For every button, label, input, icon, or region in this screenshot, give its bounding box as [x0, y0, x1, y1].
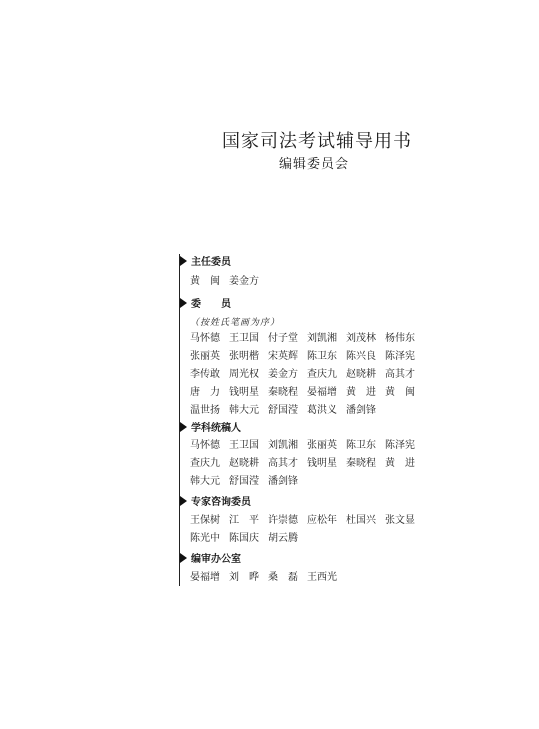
member-name: 王保树	[190, 515, 220, 526]
section-title-label: 委 员	[191, 299, 231, 310]
member-name: 江 平	[229, 515, 259, 526]
member-name: 张丽英	[190, 351, 220, 362]
member-name: 许崇德	[268, 515, 298, 526]
member-name: 杜国兴	[346, 515, 376, 526]
section-title-label: 主任委员	[191, 257, 231, 268]
member-name: 陈光中	[190, 533, 220, 544]
section-title	[180, 553, 241, 567]
section-note: （按姓氏笔画为序）	[190, 318, 281, 328]
member-name: 黄 闽	[190, 276, 220, 287]
section-title-label: 编审办公室	[191, 554, 241, 565]
member-name: 陈泽宪	[385, 351, 415, 362]
member-name: 张明楷	[229, 351, 259, 362]
member-name: 黄 进	[346, 387, 376, 398]
member-name: 王卫国	[229, 333, 259, 344]
member-name: 姜金方	[268, 369, 298, 380]
member-name: 温世扬	[190, 405, 220, 416]
section-title	[180, 422, 241, 436]
member-name: 黄 闽	[385, 387, 415, 398]
book-series-title: 国家司法考试辅导用书	[222, 131, 412, 152]
member-name: 王西光	[307, 572, 337, 583]
member-name: 陈卫东	[346, 440, 376, 451]
committee-roster	[179, 254, 440, 586]
member-name: 陈兴良	[346, 351, 376, 362]
member-name: 潘剑锋	[346, 405, 376, 416]
section-title	[180, 298, 231, 312]
member-name: 高其才	[268, 458, 298, 469]
member-name: 陈国庆	[229, 533, 259, 544]
section-title	[180, 496, 251, 510]
member-name: 马怀德	[190, 440, 220, 451]
triangle-bullet-icon	[180, 256, 187, 266]
member-name: 舒国滢	[268, 405, 298, 416]
member-name: 高其才	[385, 369, 415, 380]
committee-heading: 编辑委员会	[279, 157, 350, 172]
member-name: 秦晓程	[268, 387, 298, 398]
member-name: 胡云腾	[268, 533, 298, 544]
member-name: 韩大元	[229, 405, 259, 416]
member-name: 晏福增	[307, 387, 337, 398]
triangle-bullet-icon	[180, 496, 187, 506]
member-name: 李传敢	[190, 369, 220, 380]
member-name: 韩大元	[190, 476, 220, 487]
member-name: 周光权	[229, 369, 259, 380]
member-name: 潘剑锋	[268, 476, 298, 487]
member-name: 舒国滢	[229, 476, 259, 487]
member-name: 黄 进	[385, 458, 415, 469]
member-name: 刘 晔	[229, 572, 259, 583]
member-name: 查庆九	[307, 369, 337, 380]
member-name: 姜金方	[229, 276, 259, 287]
member-name: 应松年	[307, 515, 337, 526]
triangle-bullet-icon	[180, 422, 187, 432]
member-name: 杨伟东	[385, 333, 415, 344]
member-name: 张文显	[385, 515, 415, 526]
member-name: 陈泽宪	[385, 440, 415, 451]
member-name: 钱明星	[307, 458, 337, 469]
member-name: 钱明星	[229, 387, 259, 398]
member-name: 宋英辉	[268, 351, 298, 362]
triangle-bullet-icon	[180, 298, 187, 308]
section-title	[180, 256, 231, 270]
member-name: 赵晓耕	[346, 369, 376, 380]
member-name: 马怀德	[190, 333, 220, 344]
member-name: 刘凯湘	[307, 333, 337, 344]
member-name: 查庆九	[190, 458, 220, 469]
member-name: 张丽英	[307, 440, 337, 451]
member-name: 秦晓程	[346, 458, 376, 469]
member-name: 桑 磊	[268, 572, 298, 583]
member-name: 付子堂	[268, 333, 298, 344]
section-title-label: 专家咨询委员	[191, 497, 251, 508]
member-name: 陈卫东	[307, 351, 337, 362]
member-name: 葛洪义	[307, 405, 337, 416]
member-name: 唐 力	[190, 387, 220, 398]
member-name: 刘凯湘	[268, 440, 298, 451]
member-name: 赵晓耕	[229, 458, 259, 469]
section-title-label: 学科统稿人	[191, 423, 241, 434]
member-name: 刘茂林	[346, 333, 376, 344]
member-name: 晏福增	[190, 572, 220, 583]
triangle-bullet-icon	[180, 553, 187, 563]
member-name: 王卫国	[229, 440, 259, 451]
